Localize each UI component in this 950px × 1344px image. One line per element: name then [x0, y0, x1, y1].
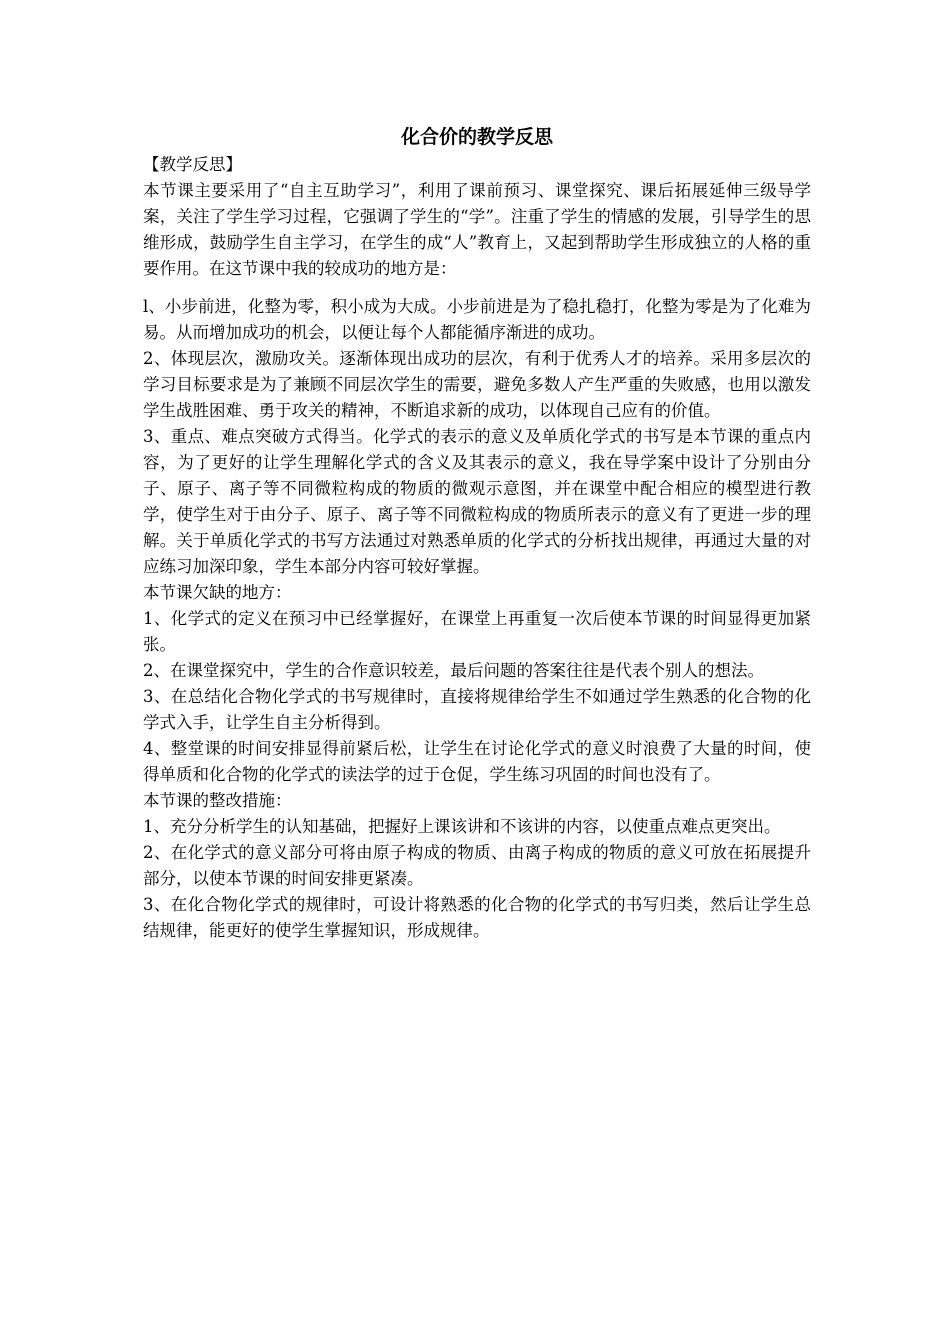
measure-item: 2、在化学式的意义部分可将由原子构成的物质、由离子构成的物质的意义可放在拓展提升部分，以使本节课的时间安排更紧凑。: [143, 843, 811, 888]
document-body: [143, 122, 811, 944]
intro-paragraph: 本节课主要采用了“自主互助学习”，利用了课前预习、课堂探究、课后拓展延伸三级导学案，关注了学生学习过程，它强调了学生的“学”。注重了学生的情感的发展，引导学生的思维形成，鼓励学生自主学习，在学生的成“人”教育上，又起到帮助学生形成独立的人格的重要作用。在这节课中我的较成功的地方是：: [143, 181, 811, 278]
shortcoming-item: 3、在总结化合物化学式的书写规律时，直接将规律给学生不如通过学生熟悉的化合物的化学式入手，让学生自主分析得到。: [143, 687, 811, 732]
measure-item: 1、充分分析学生的认知基础，把握好上课该讲和不该讲的内容，以使重点难点更突出。: [143, 817, 781, 836]
success-item: l、小步前进，化整为零，积小成为大成。小步前进是为了稳扎稳打，化整为零是为了化难为易。从而增加成功的机会，以便让每个人都能循序渐进的成功。: [143, 297, 811, 342]
document-title: 化合价的教学反思: [400, 126, 553, 148]
shortcoming-item: 1、化学式的定义在预习中已经掌握好，在课堂上再重复一次后使本节课的时间显得更加紧张。: [143, 609, 811, 654]
shortcoming-item: 2、在课堂探究中，学生的合作意识较差，最后问题的答案往往是代表个别人的想法。: [143, 661, 764, 680]
success-item: 3、重点、难点突破方式得当。化学式的表示的意义及单质化学式的书写是本节课的重点内容，为了更好的让学生理解化学式的含义及其表示的意义，我在导学案中设计了分别由分子、原子、离子等不同微粒构成的物质的微观示意图，并在课堂中配合相应的模型进行教学，使学生对于由分子、原子、离子等不同微粒构成的物质所表示的意义有了更进一步的理解。关于单质化学式的书写方法通过对熟悉单质的化学式的分析找出规律，再通过大量的对应练习加深印象，学生本部分内容可较好掌握。: [143, 427, 811, 576]
measure-item: 3、在化合物化学式的规律时，可设计将熟悉的化合物的化学式的书写归类，然后让学生总结规律，能更好的使学生掌握知识，形成规律。: [143, 895, 811, 940]
paragraph-gap: [143, 282, 811, 294]
shortcomings-heading: 本节课欠缺的地方：: [143, 583, 292, 602]
measures-heading: 本节课的整改措施：: [143, 791, 292, 810]
shortcoming-item: 4、整堂课的时间安排显得前紧后松，让学生在讨论化学式的意义时浪费了大量的时间，使得单质和化合物的化学式的读法学的过于仓促，学生练习巩固的时间也没有了。: [143, 739, 811, 784]
success-item: 2、体现层次，激励攻关。逐渐体现出成功的层次，有利于优秀人才的培养。采用多层次的学习目标要求是为了兼顾不同层次学生的需要，避免多数人产生严重的失败感，也用以激发学生战胜困难、勇于攻关的精神，不断追求新的成功，以体现自己应有的价值。: [143, 349, 811, 420]
section-heading: 【教学反思】: [143, 155, 242, 174]
